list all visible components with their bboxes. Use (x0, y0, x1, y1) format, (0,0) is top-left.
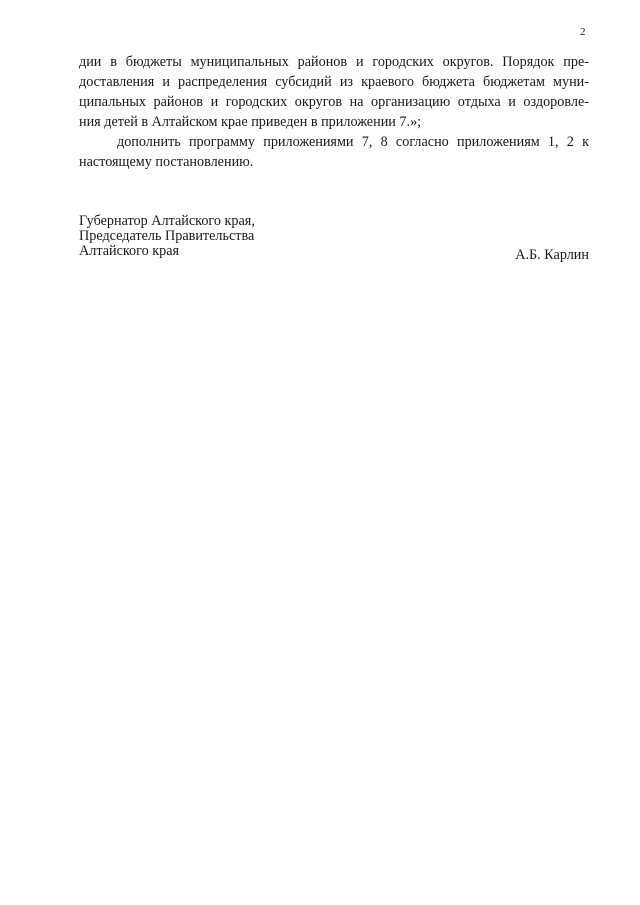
signatory-title-line: Алтайского края (79, 243, 180, 259)
paragraph-line: ципальных районов и городских округов на организацию отдыха и оздоровле- (79, 94, 589, 110)
page-number: 2 (580, 26, 586, 38)
document-body (79, 52, 589, 172)
signature-position (79, 214, 255, 259)
paragraph-line: доставления и распределения субсидий из краевого бюджета бюджетам муни- (79, 74, 589, 90)
paragraph-line: ния детей в Алтайском крае приведен в приложении 7.»; (79, 114, 422, 130)
signatory-title-line: Председатель Правительства (79, 228, 255, 244)
signatory-name: А.Б. Карлин (515, 247, 589, 263)
paragraph-line: дополнить программу приложениями 7, 8 согласно приложениям 1, 2 к (117, 134, 589, 150)
paragraph-line: дии в бюджеты муниципальных районов и городских округов. Порядок пре- (79, 54, 589, 70)
paragraph-line: настоящему постановлению. (79, 154, 254, 170)
signatory-title-line: Губернатор Алтайского края, (79, 213, 255, 229)
